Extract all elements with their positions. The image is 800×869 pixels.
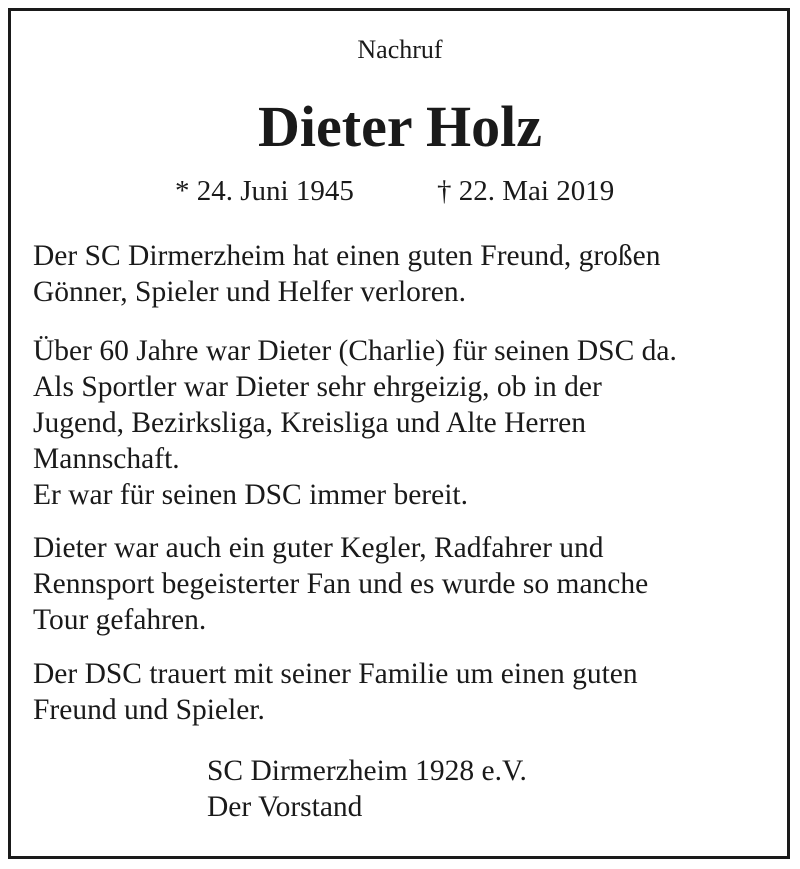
- signature-block: [207, 753, 527, 825]
- signature-organization: SC Dirmerzheim 1928 e.V.: [207, 755, 527, 787]
- text-line: Als Sportler war Dieter sehr ehrgeizig, ob in der: [33, 371, 602, 403]
- paragraph-mourning: [33, 656, 773, 728]
- text-line: Gönner, Spieler und Helfer verloren.: [33, 276, 466, 308]
- signature-board: Der Vorstand: [207, 791, 363, 823]
- deceased-name: Dieter Holz: [258, 94, 542, 159]
- text-line: Der DSC trauert mit seiner Familie um einen guten: [33, 658, 638, 690]
- text-line: Dieter war auch ein guter Kegler, Radfahrer und: [33, 532, 604, 564]
- text-line: Mannschaft.: [33, 443, 180, 475]
- paragraph-career: [33, 333, 773, 513]
- text-line: Tour gefahren.: [33, 604, 207, 636]
- text-line: Er war für seinen DSC immer bereit.: [33, 479, 468, 511]
- text-line: Über 60 Jahre war Dieter (Charlie) für seinen DSC da.: [33, 335, 677, 367]
- paragraph-hobbies: [33, 530, 773, 638]
- text-line: Jugend, Bezirksliga, Kreisliga und Alte Herren: [33, 407, 586, 439]
- text-line: Rennsport begeisterter Fan und es wurde so manche: [33, 568, 649, 600]
- notice-label: Nachruf: [357, 35, 443, 64]
- paragraph-tribute: [33, 238, 773, 310]
- birth-date: * 24. Juni 1945: [175, 175, 354, 207]
- text-line: Freund und Spieler.: [33, 694, 265, 726]
- death-date: † 22. Mai 2019: [437, 175, 615, 207]
- text-line: Der SC Dirmerzheim hat einen guten Freund, großen: [33, 240, 661, 272]
